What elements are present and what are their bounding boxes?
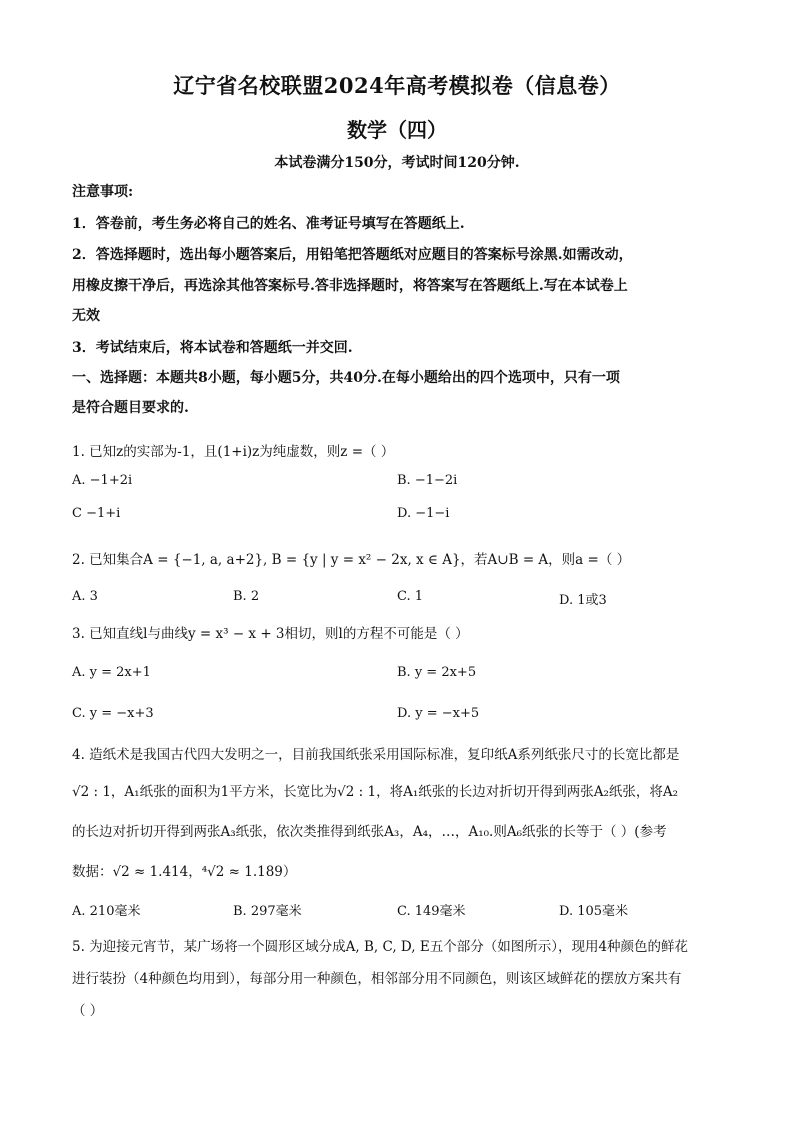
question-5-line-1: 5. 为迎接元宵节，某广场将一个圆形区域分成A, B, C, D, E五个部分（如图所示），现用4种颜色的鲜花 — [72, 939, 689, 955]
question-2-option-c: C. 1 — [397, 589, 424, 604]
notice-item-3: 3．考试结束后，将本试卷和答题纸一并交回. — [72, 340, 353, 356]
notice-item-2-end: 无效 — [72, 308, 100, 324]
question-3-option-a: A. y = 2x+1 — [72, 665, 151, 680]
question-3-stem: 3. 已知直线l与曲线y = x³ − x + 3相切，则l的方程不可能是（ ） — [72, 626, 469, 642]
question-3-option-d: D. y = −x+5 — [397, 706, 480, 721]
exam-subtitle: 数学（四） — [347, 118, 447, 142]
question-4-option-a: A. 210毫米 — [72, 904, 141, 919]
question-1-stem: 1. 已知z的实部为-1，且(1+i)z为纯虚数，则z =（ ） — [72, 444, 395, 460]
section-heading-cont: 是符合题目要求的. — [72, 400, 189, 416]
exam-title: 辽宁省名校联盟2024年高考模拟卷（信息卷） — [173, 73, 621, 98]
question-2-option-a: A. 3 — [72, 589, 98, 604]
question-4-line-4: 数据：√2 ≈ 1.414，⁴√2 ≈ 1.189） — [72, 864, 297, 880]
notice-heading: 注意事项: — [72, 184, 134, 200]
question-2-option-d: D. 1或3 — [559, 593, 607, 608]
question-1-option-d: D. −1−i — [397, 506, 450, 521]
exam-info: 本试卷满分150分，考试时间120分钟. — [274, 155, 520, 171]
question-4-line-3: 的长边对折切开得到两张A₃纸张，依次类推得到纸张A₃，A₄，…，A₁₀.则A₆纸张的长等于（ ）(参考 — [72, 824, 667, 840]
question-3-option-c: C. y = −x+3 — [72, 706, 154, 721]
question-2-option-b: B. 2 — [233, 589, 260, 604]
question-5-line-2: 进行装扮（4种颜色均用到），每部分用一种颜色，相邻部分用不同颜色，则该区域鲜花的摆放方案共有 — [72, 971, 682, 987]
question-2-stem: 2. 已知集合A = {−1, a, a+2}, B = {y | y = x² − 2x, x ∈ A}，若A∪B = A，则a =（ ） — [72, 552, 631, 568]
question-4-line-2: √2 : 1，A₁纸张的面积为1平方米，长宽比为√2 : 1，将A₁纸张的长边对折切开得到两张A₂纸张，将A₂ — [72, 784, 679, 800]
question-4-option-b: B. 297毫米 — [233, 904, 302, 919]
notice-item-2-cont: 用橡皮擦干净后，再选涂其他答案标号.答非选择题时，将答案写在答题纸上.写在本试卷上 — [72, 278, 628, 294]
question-3-option-b: B. y = 2x+5 — [397, 665, 477, 680]
question-5-line-3: （ ） — [72, 1003, 104, 1019]
question-1-option-a: A. −1+2i — [72, 473, 133, 488]
section-heading: 一、选择题：本题共8小题，每小题5分，共40分.在每小题给出的四个选项中，只有一项 — [72, 370, 620, 386]
notice-item-1: 1．答卷前，考生务必将自己的姓名、准考证号填写在答题纸上. — [72, 216, 465, 232]
question-4-line-1: 4. 造纸术是我国古代四大发明之一，目前我国纸张采用国际标准，复印纸A系列纸张尺寸的长宽比都是 — [72, 747, 680, 763]
question-4-option-d: D. 105毫米 — [559, 904, 629, 919]
notice-item-2: 2．答选择题时，选出每小题答案后，用铅笔把答题纸对应题目的答案标号涂黑.如需改动， — [72, 247, 633, 263]
question-1-option-b: B. −1−2i — [397, 473, 458, 488]
question-1-option-c: C −1+i — [72, 506, 121, 521]
question-4-option-c: C. 149毫米 — [397, 904, 466, 919]
